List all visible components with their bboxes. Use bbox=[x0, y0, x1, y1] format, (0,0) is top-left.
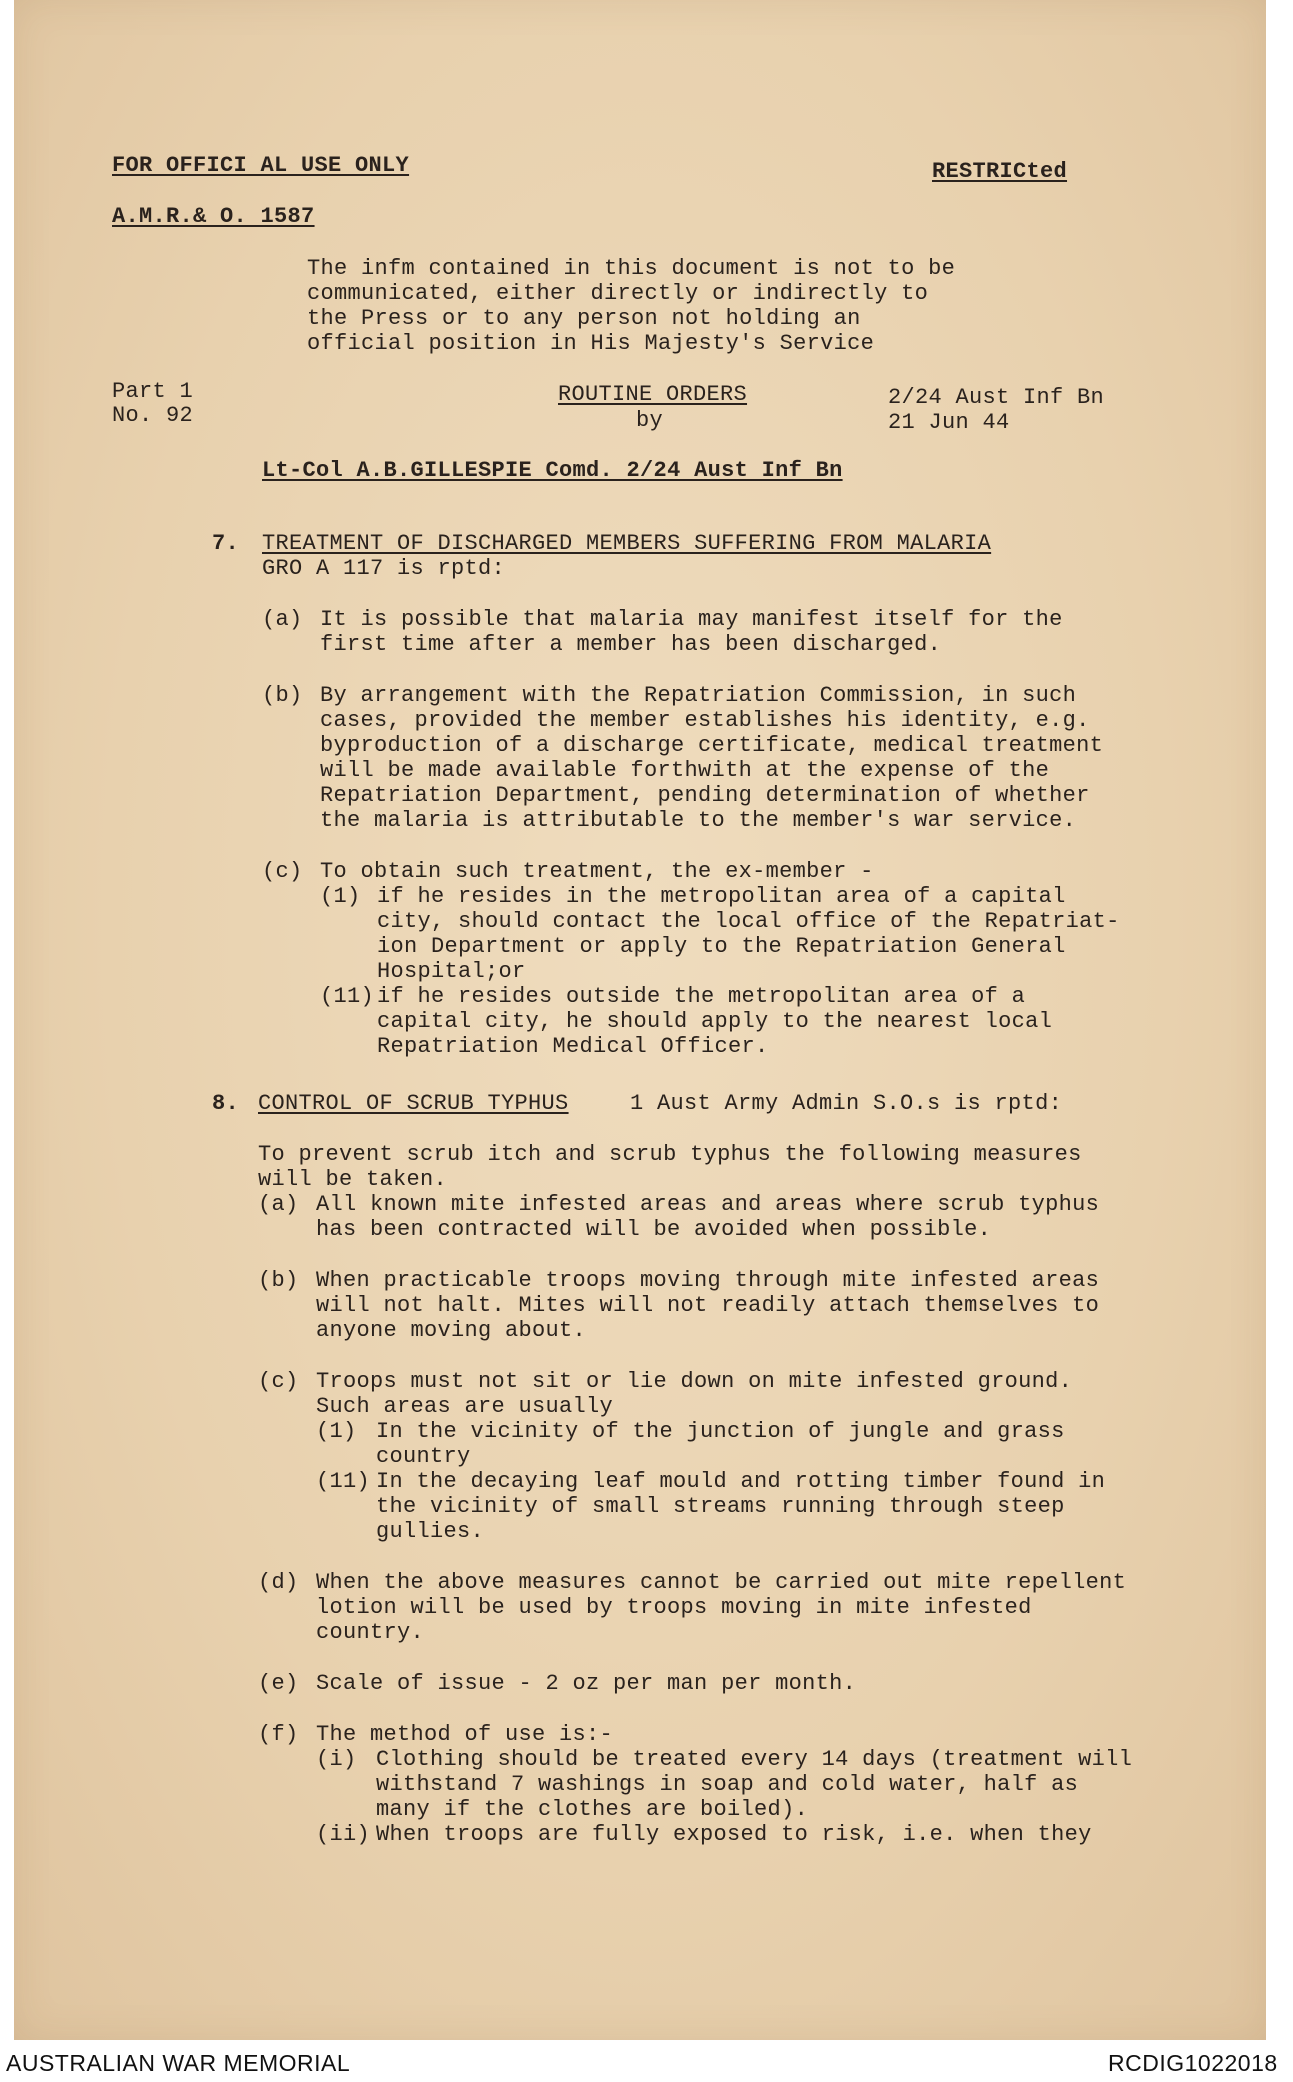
part-label: Part 1 bbox=[112, 379, 194, 404]
section-7-b-line: cases, provided the member establishes his identity, e.g. bbox=[320, 708, 1090, 733]
section-8-d-line: When the above measures cannot be carried out mite repellent bbox=[316, 1570, 1127, 1595]
section-7-b-line: Repatriation Department, pending determination of whether bbox=[320, 783, 1090, 808]
footer-catalog-id: RCDIG1022018 bbox=[1108, 2050, 1278, 2076]
section-7-c2-line: Repatriation Medical Officer. bbox=[377, 1034, 769, 1059]
reference-number: A.M.R.& O. 1587 bbox=[112, 204, 315, 229]
section-8-f1-line: withstand 7 washings in soap and cold water, half as bbox=[376, 1772, 1079, 1797]
section-7-b-line: byproduction of a discharge certificate, medical treatment bbox=[320, 733, 1104, 758]
section-8-c-line: Such areas are usually bbox=[316, 1394, 614, 1419]
section-8-f2-label: (ii) bbox=[316, 1822, 371, 1847]
section-8-b-line: will not halt. Mites will not readily attach themselves to bbox=[316, 1293, 1100, 1318]
section-7-c1-line: city, should contact the local office of the Repatriat- bbox=[377, 909, 1120, 934]
section-8-c2-label: (11) bbox=[316, 1469, 371, 1494]
section-8-c1-line: In the vicinity of the junction of jungle and grass bbox=[376, 1419, 1065, 1444]
section-8-e-label: (e) bbox=[258, 1671, 299, 1696]
section-8-b-line: anyone moving about. bbox=[316, 1318, 587, 1343]
section-8-a-label: (a) bbox=[258, 1192, 299, 1217]
section-7-intro: GRO A 117 is rptd: bbox=[262, 556, 506, 581]
section-7-c1-line: Hospital;or bbox=[377, 959, 526, 984]
section-7-number: 7. bbox=[212, 531, 240, 556]
section-7-heading: TREATMENT OF DISCHARGED MEMBERS SUFFERING FROM MALARIA bbox=[262, 531, 992, 556]
section-8-f1-line: Clothing should be treated every 14 days (treatment will bbox=[376, 1747, 1133, 1772]
section-8-c2-line: the vicinity of small streams running through steep bbox=[376, 1494, 1065, 1519]
section-8-e-line: Scale of issue - 2 oz per man per month. bbox=[316, 1671, 857, 1696]
section-8-f1-label: (i) bbox=[316, 1747, 357, 1772]
section-7-c2-line: capital city, he should apply to the nearest local bbox=[377, 1009, 1053, 1034]
notice-line: The infm contained in this document is not to be bbox=[307, 256, 956, 281]
section-7-b-line: will be made available forthwith at the expense of the bbox=[320, 758, 1050, 783]
classification-right: RESTRICted bbox=[932, 159, 1068, 184]
section-7-c1-label: (1) bbox=[320, 884, 361, 909]
classification-left: FOR OFFICI AL USE ONLY bbox=[112, 153, 410, 178]
section-7-a-line: It is possible that malaria may manifest itself for the bbox=[320, 607, 1063, 632]
section-7-c2-label: (11) bbox=[320, 984, 375, 1009]
section-8-d-line: country. bbox=[316, 1620, 425, 1645]
section-7-c-label: (c) bbox=[262, 859, 303, 884]
section-8-intro-line: To prevent scrub itch and scrub typhus the following measures bbox=[258, 1142, 1082, 1167]
title-by: by bbox=[636, 408, 664, 433]
section-8-a-line: All known mite infested areas and areas where scrub typhus bbox=[316, 1192, 1100, 1217]
section-7-b-line: By arrangement with the Repatriation Commission, in such bbox=[320, 683, 1077, 708]
section-7-c2-line: if he resides outside the metropolitan area of a bbox=[377, 984, 1026, 1009]
section-8-heading-tail: 1 Aust Army Admin S.O.s is rptd: bbox=[630, 1091, 1063, 1116]
unit-name: 2/24 Aust Inf Bn bbox=[888, 385, 1105, 410]
section-8-c-line: Troops must not sit or lie down on mite infested ground. bbox=[316, 1369, 1073, 1394]
section-8-intro-line: will be taken. bbox=[258, 1167, 448, 1192]
section-7-a-line: first time after a member has been discharged. bbox=[320, 632, 942, 657]
footer-source: AUSTRALIAN WAR MEMORIAL bbox=[6, 2050, 351, 2076]
section-7-b-label: (b) bbox=[262, 683, 303, 708]
section-8-f1-line: many if the clothes are boiled). bbox=[376, 1797, 809, 1822]
section-8-c2-line: In the decaying leaf mould and rotting timber found in bbox=[376, 1469, 1106, 1494]
section-7-b-line: the malaria is attributable to the member's war service. bbox=[320, 808, 1077, 833]
order-number: No. 92 bbox=[112, 403, 194, 428]
order-date: 21 Jun 44 bbox=[888, 410, 1010, 435]
section-7-c1-line: if he resides in the metropolitan area of a capital bbox=[377, 884, 1066, 909]
section-8-c2-line: gullies. bbox=[376, 1519, 485, 1544]
section-8-f2-line: When troops are fully exposed to risk, i.e. when they bbox=[376, 1822, 1092, 1847]
document-title: ROUTINE ORDERS bbox=[558, 382, 748, 407]
notice-line: official position in His Majesty's Service bbox=[307, 331, 875, 356]
section-8-b-label: (b) bbox=[258, 1268, 299, 1293]
section-8-heading: CONTROL OF SCRUB TYPHUS bbox=[258, 1091, 569, 1116]
section-8-d-line: lotion will be used by troops moving in mite infested bbox=[316, 1595, 1032, 1620]
section-8-c1-label: (1) bbox=[316, 1419, 357, 1444]
section-8-d-label: (d) bbox=[258, 1570, 299, 1595]
section-8-c1-line: country bbox=[376, 1444, 471, 1469]
section-8-f-line: The method of use is:- bbox=[316, 1722, 614, 1747]
section-7-a-label: (a) bbox=[262, 607, 303, 632]
section-7-c1-line: ion Department or apply to the Repatriation General bbox=[377, 934, 1066, 959]
section-8-c-label: (c) bbox=[258, 1369, 299, 1394]
section-8-b-line: When practicable troops moving through mite infested areas bbox=[316, 1268, 1100, 1293]
notice-line: the Press or to any person not holding an bbox=[307, 306, 861, 331]
section-8-f-label: (f) bbox=[258, 1722, 299, 1747]
section-8-a-line: has been contracted will be avoided when possible. bbox=[316, 1217, 992, 1242]
commander-line: Lt-Col A.B.GILLESPIE Comd. 2/24 Aust Inf Bn bbox=[262, 458, 843, 483]
notice-line: communicated, either directly or indirectly to bbox=[307, 281, 929, 306]
section-8-number: 8. bbox=[212, 1091, 240, 1116]
section-7-c-line: To obtain such treatment, the ex-member - bbox=[320, 859, 874, 884]
